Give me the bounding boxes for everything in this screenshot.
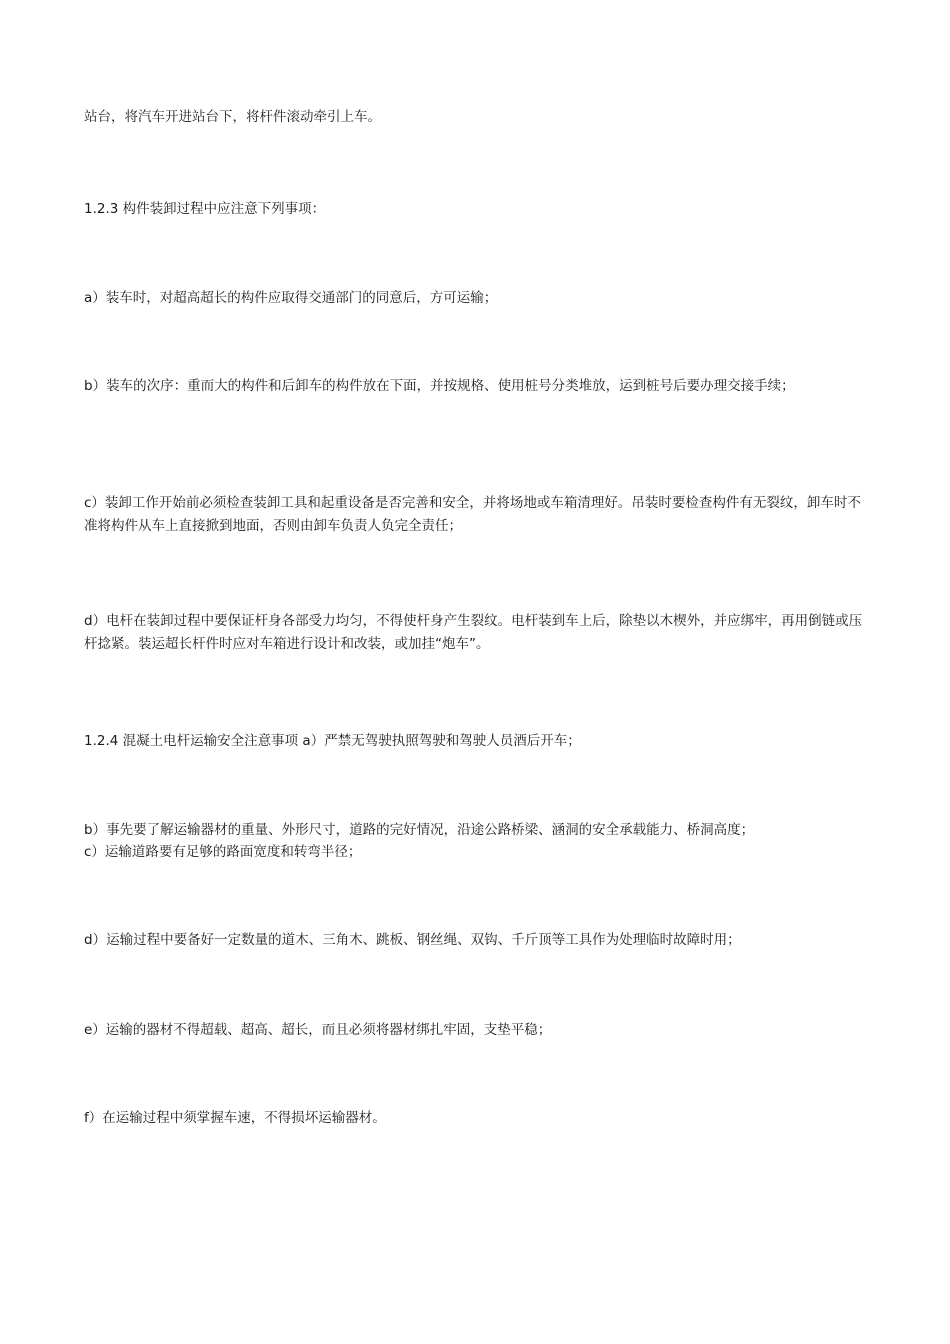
heading-1-2-3: 1.2.3 构件装卸过程中应注意下列事项：: [84, 201, 326, 217]
item-d-tools: d）运输过程中要备好一定数量的道木、三角木、跳板、钢丝绳、双钩、千斤顶等工具作为处理临时故障时用；: [84, 932, 741, 948]
item-b-loading-order: b）装车的次序：重而大的构件和后卸车的构件放在下面，并按规格、使用桩号分类堆放，运到桩号后要办理交接手续；: [84, 378, 795, 394]
heading-1-2-4: 1.2.4 混凝土电杆运输安全注意事项 a）严禁无驾驶执照驾驶和驾驶人员酒后开车；: [84, 733, 581, 749]
item-d-pole-loading: d）电杆在装卸过程中要保证杆身各部受力均匀，不得使杆身产生裂纹。电杆装到车上后，除垫以木楔外，并应绑牢，再用倒链或压杆捻紧。装运超长杆件时应对车箱进行设计和改装，或加挂“炮车”。: [84, 613, 863, 652]
item-e-no-overload: e）运输的器材不得超载、超高、超长，而且必须将器材绑扎牢固，支垫平稳；: [84, 1022, 552, 1038]
item-b-transport-info: b）事先要了解运输器材的重量、外形尺寸，道路的完好情况，沿途公路桥梁、涵洞的安全承载能力、桥洞高度；: [84, 822, 755, 838]
paragraph-station-loading: 站台，将汽车开进站台下，将杆件滚动牵引上车。: [84, 109, 381, 125]
item-c-inspection: c）装卸工作开始前必须检查装卸工具和起重设备是否完善和安全，并将场地或车箱清理好。吊装时要检查构件有无裂纹，卸车时不准将构件从车上直接掀到地面，否则由卸车负责人负完全责任；: [84, 495, 861, 534]
item-c-road-width: c）运输道路要有足够的路面宽度和转弯半径；: [84, 844, 362, 860]
item-a-loading: a）装车时，对超高超长的构件应取得交通部门的同意后，方可运输；: [84, 290, 498, 306]
item-f-speed: f）在运输过程中须掌握车速，不得损坏运输器材。: [84, 1110, 386, 1126]
